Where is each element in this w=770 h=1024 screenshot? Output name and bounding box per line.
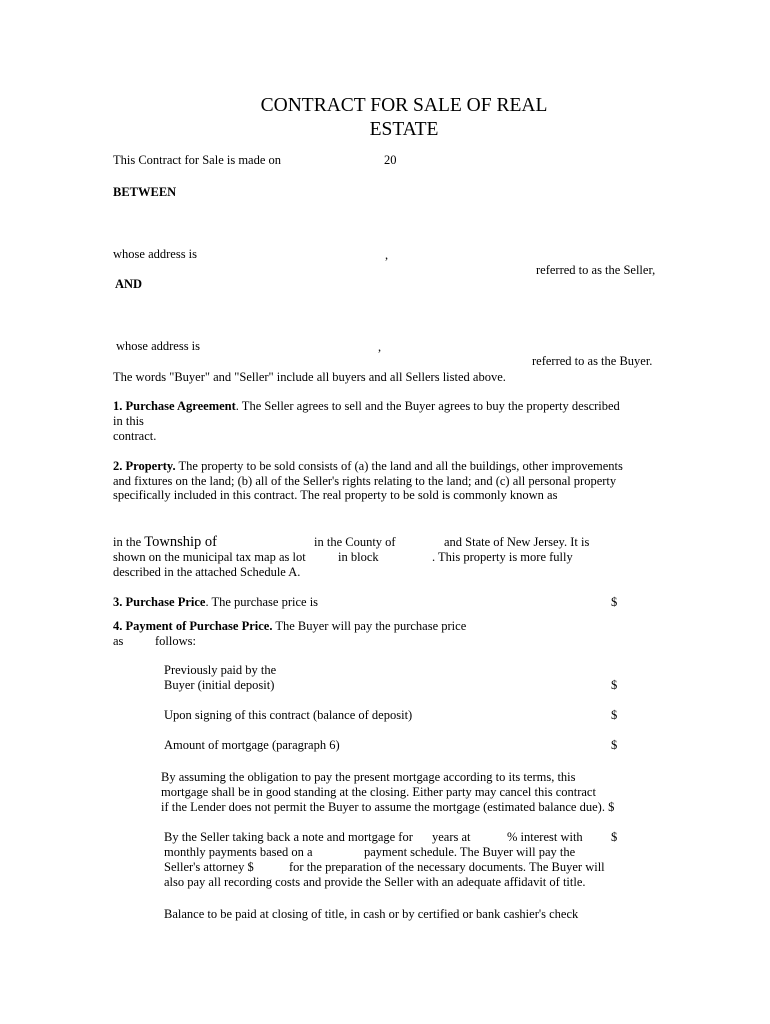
contract-year: 20 [384, 153, 397, 167]
seller-note-line-4: also pay all recording costs and provide the Seller with an adequate affidavit of title. [164, 875, 586, 889]
contract-date-label: This Contract for Sale is made on [113, 153, 282, 167]
section-4-text: The Buyer will pay the purchase price [272, 619, 467, 633]
schedule-a-reference: described in the attached Schedule A. [113, 565, 301, 579]
section-2-heading: 2. Property. [113, 459, 176, 473]
section-4-follows: follows: [155, 634, 196, 648]
document-title-line-1: CONTRACT FOR SALE OF REAL [260, 95, 548, 116]
previously-paid-line-1: Previously paid by the [164, 663, 277, 677]
section-4-heading: 4. Payment of Purchase Price. [113, 619, 273, 633]
township-label: in the Township of [113, 534, 217, 550]
seller-note-line-1: By the Seller taking back a note and mortgage for [164, 830, 413, 844]
assume-mortgage-line-1: By assuming the obligation to pay the present mortgage according to its terms, this [161, 770, 576, 784]
between-heading: BETWEEN [113, 185, 177, 199]
and-heading: AND [115, 277, 143, 291]
previously-paid-line-2: Buyer (initial deposit) [164, 678, 275, 692]
section-1-text: . The Seller agrees to sell and the Buyer agrees to buy the property described [235, 399, 620, 413]
seller-note-line-3b: for the preparation of the necessary documents. The Buyer will [289, 860, 605, 874]
section-4-as: as [113, 634, 124, 648]
mortgage-amount-label: Amount of mortgage (paragraph 6) [164, 738, 340, 752]
section-4-line-1 [113, 619, 466, 634]
seller-note-interest: % interest with [507, 830, 583, 844]
tax-map-lot-label: shown on the municipal tax map as lot [113, 550, 306, 564]
seller-address-comma: , [385, 248, 389, 262]
buyer-reference: referred to as the Buyer. [532, 354, 653, 368]
section-1-heading: 1. Purchase Agreement [113, 399, 236, 413]
seller-note-line-2b: payment schedule. The Buyer will pay the [364, 845, 576, 859]
document-title-line-2: ESTATE [369, 119, 439, 140]
state-label: and State of New Jersey. It is [444, 535, 590, 549]
initial-deposit-dollar: $ [611, 678, 618, 692]
buyer-address-comma: , [378, 340, 382, 354]
section-2-text-1: The property to be sold consists of (a) the land and all the buildings, other improvements [175, 459, 623, 473]
block-label: in block [338, 550, 379, 564]
balance-at-closing: Balance to be paid at closing of title, in cash or by certified or bank cashier's check [164, 907, 579, 921]
county-label: in the County of [314, 535, 396, 549]
seller-note-line-2a: monthly payments based on a [164, 845, 313, 859]
section-2-line-1 [113, 459, 623, 474]
buyer-seller-definition: The words "Buyer" and "Seller" include all buyers and all Sellers listed above. [113, 370, 506, 384]
seller-reference: referred to as the Seller, [536, 263, 656, 277]
section-2-line-2: and fixtures on the land; (b) all of the Seller's rights relating to the land; and (c) all personal property [113, 474, 617, 488]
more-fully-label: . This property is more fully [432, 550, 573, 564]
purchase-price-dollar: $ [611, 595, 618, 609]
balance-deposit-dollar: $ [611, 708, 618, 722]
section-3-line [113, 595, 318, 610]
assume-mortgage-line-3: if the Lender does not permit the Buyer to assume the mortgage (estimated balance due). $ [161, 800, 615, 814]
seller-note-line-3a: Seller's attorney $ [164, 860, 254, 874]
seller-address-label: whose address is [113, 247, 198, 261]
mortgage-amount-dollar: $ [611, 738, 618, 752]
section-3-heading: 3. Purchase Price [113, 595, 206, 609]
buyer-address-label: whose address is [116, 339, 201, 353]
section-2-line-3: specifically included in this contract. The real property to be sold is commonly known as [113, 488, 558, 502]
seller-note-dollar: $ [611, 830, 618, 844]
seller-note-years: years at [432, 830, 471, 844]
section-3-text: . The purchase price is [205, 595, 319, 609]
section-1-line-1 [113, 399, 620, 414]
section-1-line-3: contract. [113, 429, 157, 443]
upon-signing-label: Upon signing of this contract (balance of deposit) [164, 708, 413, 722]
section-1-line-2: in this [113, 414, 144, 428]
assume-mortgage-line-2: mortgage shall be in good standing at the closing. Either party may cancel this contract [161, 785, 596, 799]
